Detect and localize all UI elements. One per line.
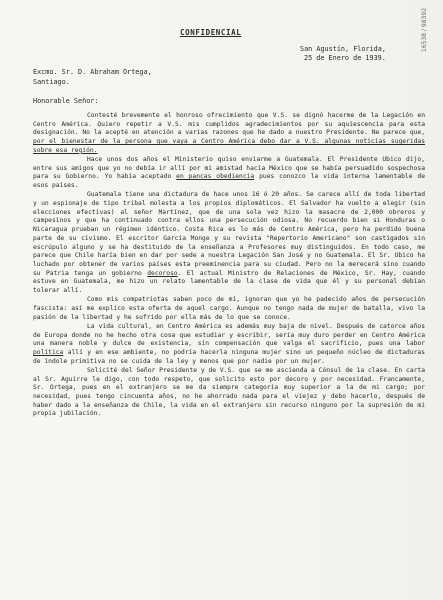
letter-heading: CONFIDENCIAL <box>180 28 242 37</box>
letter-place-date <box>300 45 386 63</box>
letter-paragraph: Hace unos dos años el Ministerio quiso enviarme a Guatemala. El Presidente Ubico dijo, entre sus amigos que yo no debía ir allí por mi amistad hacia México que se había persuadido sospechosa para su Gobierno. Yo había aceptado en pancas obediencia pues conozco la vida interna lamentable de esos países. <box>33 156 425 190</box>
letter-paragraph: Solicité del Señor Presidente y de V.S. que se me ascienda a Cónsul de 1a clase. En carta al Sr. Aguirre le digo, con todo respeto, que solicito esto por decoro y por necesidad. Francamente, Sr. Ortega, pues en el extranjero se me da siempre categoría muy superior a la de mi cargo; por necesidad, pues tengo cincuenta años, no he ahorrado nada para el viejez y debo hacerlo, después de haber dado a la enseñanza de Chile, la vida en el extranjero sin recurso ninguno por la supresión de mi propia jubilación. <box>33 366 425 418</box>
letter-paragraph: Guatemala tiene una dictadura de hace unos 16 ó 20 años. Se carece allí de toda libertad y un espionaje de tipo tribal molesta a los propios diplomáticos. El Salvador ha vuelto a elegir (sin elecciones efectivas) al señor Martínez, que de una sola vez hizo la masacre de 2,000 obreros y campesinos y que ha continuado contra ellos una persecución odiosa. No recuerdo bien si Honduras o Nicaragua prueban un régimen idéntico. Costa Rica es lo más de Centro América, pero ha perdido buena parte de su civismo. El escritor García Monge y su revista "Repertorio Americano" son castigados sin escrúpulo alguno y se ha destituido de la enseñanza a Profesores muy distinguidos. En todo caso, me parece que Chile haría bien en dar por sede a nuestra Legación San José y no Guatemala. El Sr. Ubico ha luchado por obtener de varios países esta preeminencia para su ciudad. Pero no la merecerá sino cuando su Patria tenga un gobierno decoroso. El actual Ministro de Relaciones de México, Sr. Hay, cuando estuve en Guatemala, me hizo un relato lamentable de la clase de vida que él y su personal debían tolerar allí. <box>33 191 425 295</box>
letter-place: San Agustín, Florida, <box>300 45 386 53</box>
archive-mark: 16538 / 98392 <box>421 7 428 52</box>
recipient-city: Santiago. <box>33 77 70 86</box>
letter-paragraph: Como mis compatriotas saben poco de mí, ignoran que yo he padecido años de persecución fascista: así me explico esta oferta de aquel cargo. Aunque no tengo nada de mujer de batalla, vivo la pasión de la libertad y he sufrido por ella más de lo que se conoce. <box>33 296 425 321</box>
letter-body <box>33 112 425 419</box>
letter-date: 25 de Enero de 1939. <box>304 54 386 62</box>
letter-paragraph: Contesté brevemente el honroso ofrecimiento que V.S. se dignó hacerme de la Legación en Centro América. Quiero repetir a V.S. mis cumplidos agradecimientos por su aquiescencia para esta designación. No la acepté en atención a varias razones que he dado a nuestro Presidente. Ne parece que, por el bienestar de la persona que vaya a Centro América debo dar a V.S. algunas noticias sugeridas sobre esa región. <box>33 112 425 154</box>
letter-salutation: Honorable Señor: <box>33 97 99 105</box>
letter-recipient <box>33 68 152 87</box>
recipient-name: Excmo. Sr. D. Abraham Ortega, <box>33 68 152 76</box>
letter-paragraph: La vida cultural, en Centro América es además muy baja de nivel. Después de catorce años de Europa donde no he hecho otra cosa que estudiar y escribir, sería muy duro perder en Centro América una manera noble y dulce de existencia, sin compensación que valga el sacrificio, pues una labor política allí y en ese ambiente, no podría hacerla ninguna mujer sino un pequeño núcleo de dictaduras de índole primitiva no se cuida de la ley y menos que por nadie por un mujer. <box>33 322 425 365</box>
